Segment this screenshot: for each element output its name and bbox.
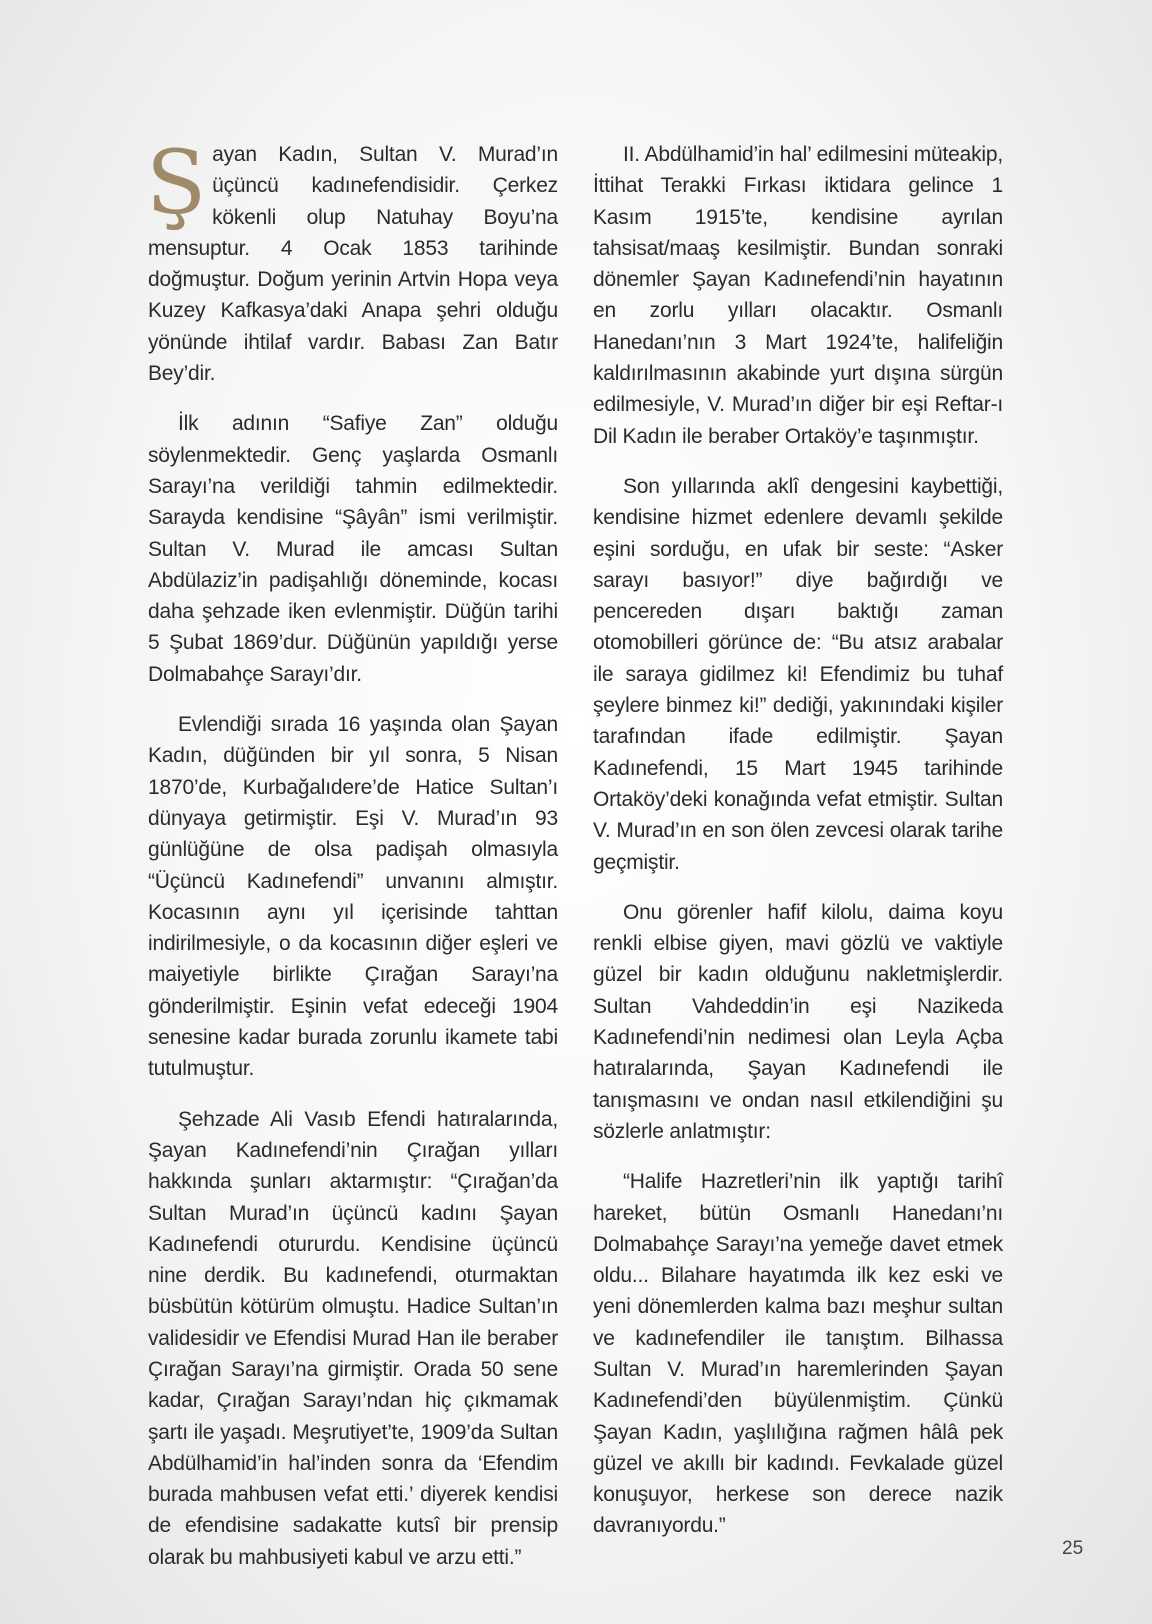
paragraph: “Halife Hazretleri’nin ilk yaptığı tarihî hareket, bütün Osmanlı Hanedanı’nı Dolmabahçe Sarayı’na yemeğe davet etmek oldu... Bilahare hayatımda ilk kez eski ve yeni dönemlerden kalma bazı meşhur sultan ve kadınefendiler ile tanıştım. Bilhassa Sultan V. Murad’ın haremlerinden Şayan Kadınefendi’den büyülenmiştim. Çünkü Şayan Kadın, yaşlılığına rağmen hâlâ pek güzel ve akıllı bir kadındı. Fevkalade güzel konuşuyor, herkese son derece nazik davranıyordu.” <box>593 1170 1003 1538</box>
paragraph: II. Abdülhamid’in hal’ edilmesini müteakip, İttihat Terakki Fırkası iktidara gelince 1 Kasım 1915’te, kendisine ayrılan tahsisat/maaş kesilmiştir. Bundan sonraki dönemler Şayan Kadınefendi’nin hayatının en zorlu yılları olacaktır. Osmanlı Hanedanı’nın 3 Mart 1924’te, halifeliğin kaldırılmasının akabinde yurt dışına sürgün edilmesiyle, V. Murad’ın diğer bir eşi Reftar-ı Dil Kadın ile beraber Ortaköy’e taşınmıştır. <box>593 143 1003 448</box>
paragraph: İlk adının “Safiye Zan” olduğu söylenmektedir. Genç yaşlarda Osmanlı Sarayı’na verildiği tahmin edilmektedir. Sarayda kendisine “Şâyân” ismi verilmiştir. Sultan V. Murad ile amcası Sultan Abdülaziz’in padişahlığı döneminde, kocası daha şehzade iken evlenmiştir. Düğün tarihi 5 Şubat 1869’dur. Düğünün yapıldığı yerse Dolmabahçe Sarayı’dır. <box>148 412 558 686</box>
paragraph: Şehzade Ali Vasıb Efendi hatıralarında, Şayan Kadınefendi’nin Çırağan yılları hakkında şunları aktarmıştır: “Çırağan’da Sultan Murad’ın üçüncü kadını Şayan Kadınefendi otururdu. Kendisine üçüncü nine derdik. Bu kadınefendi, oturmaktan büsbütün kötürüm olmuştu. Hadice Sultan’ın validesidir ve Efendisi Murad Han ile beraber Çırağan Sarayı’na girmiştir. Orada 50 sene kadar, Çırağan Sarayı’ndan hiç çıkmamak şartı ile yaşadı. Meşrutiyet’te, 1909’da Sultan Abdülhamid’in hal’inden sonra da ‘Efendim burada mahbusen vefat etti.’ diyerek kendisi de efendisine sadakatte kutsî bir prensip olarak bu mahbusiyeti kabul ve arzu etti.” <box>148 1107 558 1569</box>
paragraph-text: ayan Kadın, Sultan V. Murad’ın üçüncü kadınefendisidir. Çerkez kökenli olup Natuhay Boyu’na mensuptur. 4 Ocak 1853 tarihinde doğmuştur. Doğum yerinin Artvin Hopa veya Kuzey Kafkasya’daki Anapa şehri olduğu yönünde ihtilaf vardır. Babası Zan Batır Bey’dir. <box>148 143 558 386</box>
drop-cap: Ş <box>146 131 207 234</box>
page-number: 25 <box>1062 1538 1084 1559</box>
paragraph: Son yıllarında aklî dengesini kaybettiği, kendisine hizmet edenlere devamlı şekilde eşini sorduğu, en ufak bir seste: “Asker sarayı basıyor!” diye bağırdığı ve pencereden dışarı baktığı zaman otomobilleri görünce de: “Bu atsız arabalar ile saraya gidilmez ki! Efendimiz bu tuhaf şeylere binmez ki!” dediği, yakınındaki kişiler tarafından ifade edilmiştir. Şayan Kadınefendi, 15 Mart 1945 tarihinde Ortaköy’deki konağında vefat etmiştir. Sultan V. Murad’ın en son ölen zevcesi olarak tarihe geçmiştir. <box>593 474 1003 874</box>
right-column <box>593 139 1003 1561</box>
paragraph <box>146 131 558 389</box>
left-column <box>146 131 558 1592</box>
paragraph: Onu görenler hafif kilolu, daima koyu renkli elbise giyen, mavi gözlü ve vaktiyle güzel bir kadın olduğunu nakletmişlerdir. Sultan Vahdeddin’in eşi Nazikeda Kadınefendi’nin nedimesi olan Leyla Açba hatıralarında, Şayan Kadınefendi ile tanışmasını ve ondan nasıl etkilendiğini şu sözlerle anlatmıştır: <box>593 900 1003 1143</box>
paragraph: Evlendiği sırada 16 yaşında olan Şayan Kadın, düğünden bir yıl sonra, 5 Nisan 1870’de, Kurbağalıdere’de Hatice Sultan’ı dünyaya getirmiştir. Eşi V. Murad’ın 93 günlüğüne de olsa padişah olmasıyla “Üçüncü Kadınefendi” unvanını almıştır. Kocasının aynı yıl içerisinde tahttan indirilmesiyle, o da kocasının diğer eşleri ve maiyetiyle birlikte Çırağan Sarayı’na gönderilmiştir. Eşinin vefat edeceği 1904 senesine kadar burada zorunlu ikamete tabi tutulmuştur. <box>148 713 558 1081</box>
